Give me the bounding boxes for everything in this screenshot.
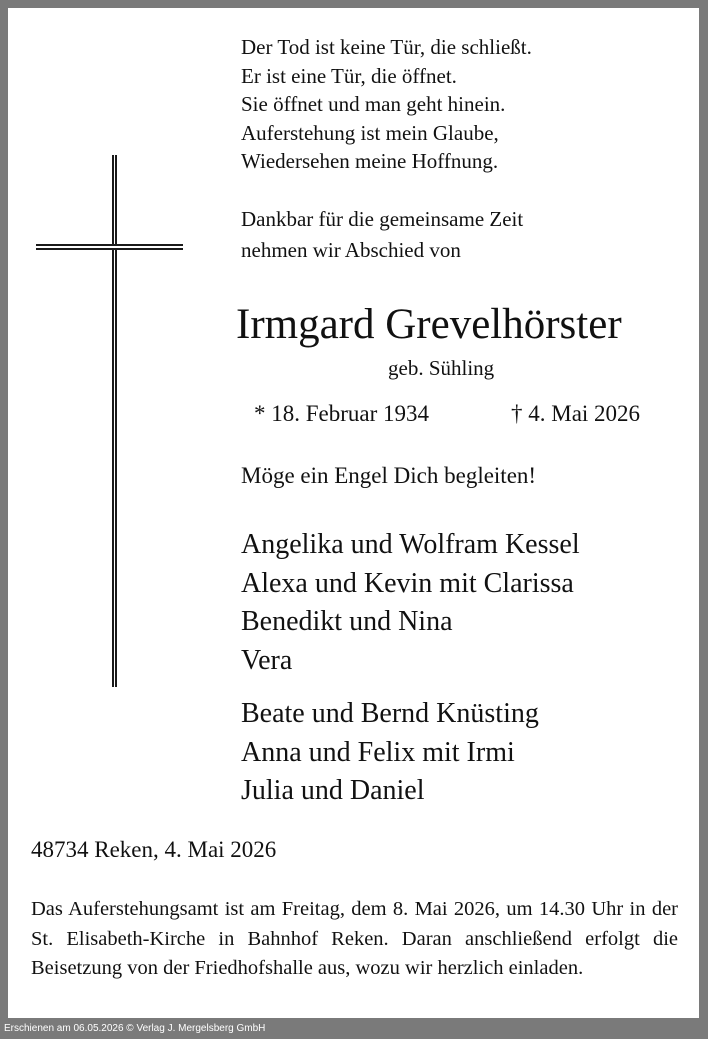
funeral-notice: Das Auferstehungsamt ist am Freitag, dem 8. Mai 2026, um 14.30 Uhr in der St. Elisabeth-Kirche in Bahnhof Reken. Daran anschließend erfolgt die Beisetzung von der Friedhofshalle aus, wozu wir herzlich einladen.	[31, 898, 678, 979]
poem-line: Der Tod ist keine Tür, die schließt.	[241, 35, 532, 59]
publication-footer: Erschienen am 06.05.2026 © Verlag J. Mergelsberg GmbH	[4, 1023, 266, 1034]
mourner-line: Julia und Daniel	[241, 775, 425, 806]
death-date: † 4. Mai 2026	[511, 401, 641, 426]
obituary-notice	[8, 8, 699, 1018]
mourner-line: Anna und Felix mit Irmi	[241, 736, 515, 768]
mourner-line: Alexa und Kevin mit Clarissa	[241, 567, 574, 599]
poem-line: Er ist eine Tür, die öffnet.	[241, 63, 457, 88]
mourner-line: Beate und Bernd Knüsting	[241, 698, 539, 729]
birth-date: * 18. Februar 1934	[254, 401, 430, 426]
mourner-line: Angelika und Wolfram Kessel	[241, 529, 580, 560]
poem	[241, 33, 532, 176]
farewell-wish: Möge ein Engel Dich begleiten!	[241, 463, 537, 488]
poem-line: Wiedersehen meine Hoffnung.	[241, 149, 499, 173]
intro-line: nehmen wir Abschied von	[241, 238, 461, 262]
place-and-date: 48734 Reken, 4. Mai 2026	[31, 837, 277, 862]
poem-line: Auferstehung ist mein Glaube,	[241, 120, 499, 145]
mourner-line: Benedikt und Nina	[241, 606, 453, 637]
cross-vertical-beam	[112, 155, 117, 687]
maiden-name: geb. Sühling	[388, 356, 495, 380]
poem-line: Sie öffnet und man geht hinein.	[241, 92, 506, 116]
mourner-line: Vera	[241, 644, 293, 676]
cross-horizontal-beam	[36, 244, 183, 250]
deceased-name: Irmgard Grevelhörster	[236, 301, 622, 348]
mourners-group-1	[241, 526, 580, 680]
intro-text	[241, 204, 523, 266]
mourners-group-2	[241, 695, 539, 811]
intro-line: Dankbar für die gemeinsame Zeit	[241, 207, 524, 231]
